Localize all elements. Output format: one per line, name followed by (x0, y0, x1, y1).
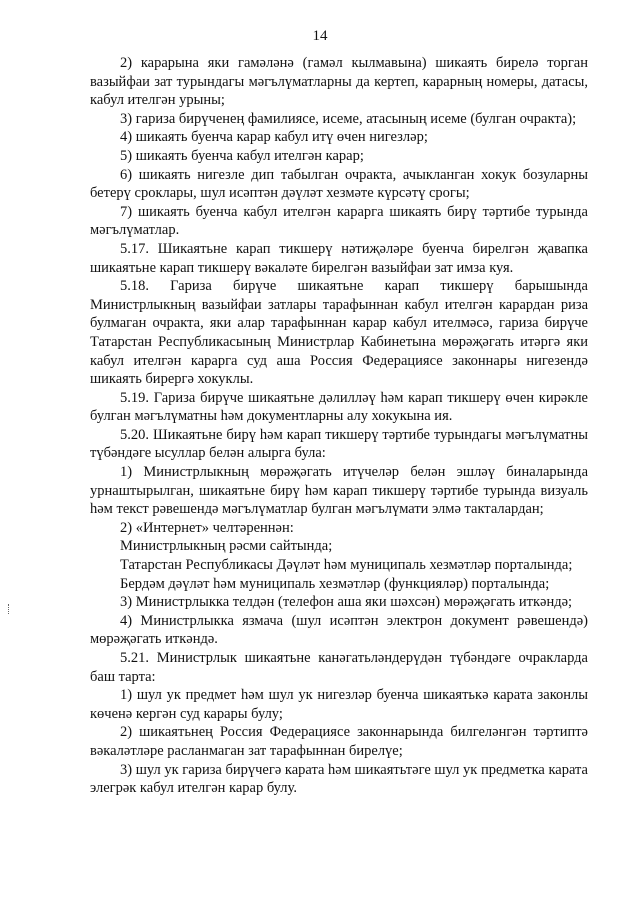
margin-scan-mark (8, 604, 11, 614)
paragraph-5-18: 5.18. Гариза бирүче шикаятьне карап тикшерү барышында Министрлыкның вазыйфаи затлары тарафыннан кабул ителгән карардан риза булмаган очракта, яки алар тарафыннан карар кабул ителмәсә, гариза бирүче Татарстан Республикасының Министрлар Кабинетына мөрәҗәгать итәргә яки кабул ителгән карарга суд аша Россия Федерациясе законнары нигезендә шикаять бирергә хокуклы. (90, 278, 588, 388)
page-number: 14 (312, 28, 328, 44)
paragraph: 3) шул ук гариза бирүчегә карата һәм шикаятьтәге шул ук предметка карата элегрәк кабул ителгән карар булу. (90, 761, 588, 797)
paragraph: Татарстан Республикасы Дәүләт һәм муниципаль хезмәтләр порталында; (120, 557, 573, 574)
paragraph-5-17: 5.17. Шикаятьне карап тикшерү нәтиҗәләре буенча бирелгән җавапка шикаятьне карап тикшерү вәкаләте бирелгән вазыйфаи зат имза куя. (90, 240, 588, 276)
paragraph: 5) шикаять буенча кабул ителгән карар; (120, 147, 364, 164)
paragraph: Министрлыкның рәсми сайтында; (120, 538, 333, 555)
paragraph-5-20: 5.20. Шикаятьне бирү һәм карап тикшерү тәртибе турындагы мәгълүматны түбәндәге ысуллар белән алырга була: (90, 426, 588, 462)
paragraph: 1) Министрлыкның мөрәҗәгать итүчеләр белән эшләү биналарында урнаштырылган, шикаятьне бирү һәм карап тикшерү тәртибе турында визуаль һәм текст рәвешендә мәгълүматлар булган мәгълүмати элмә такталардан; (90, 464, 588, 518)
paragraph: 6) шикаять нигезле дип табылган очракта, ачыкланган хокук бозуларны бетерү сроклары, шул исәптән дәүләт хезмәте күрсәтү срогы; (90, 166, 588, 202)
paragraph: 4) Министрлыкка язмача (шул исәптән электрон документ рәвешендә) мөрәҗәгать иткәндә. (90, 612, 588, 648)
paragraph: 4) шикаять буенча карар кабул итү өчен нигезләр; (120, 129, 428, 146)
paragraph: 7) шикаять буенча кабул ителгән карарга шикаять бирү тәртибе турында мәгълүматлар. (90, 203, 588, 239)
document-body (90, 54, 588, 798)
paragraph: 1) шул ук предмет һәм шул ук нигезләр буенча шикаятькә карата законлы көченә кергән суд карары булу; (90, 687, 588, 722)
paragraph: 2) шикаятьнең Россия Федерациясе законнарында билгеләнгән тәртиптә вәкаләтләре расланмаган зат тарафыннан бирелүе; (90, 724, 588, 759)
paragraph: Бердәм дәүләт һәм муниципаль хезмәтләр (функцияләр) порталында; (120, 575, 550, 592)
paragraph-5-19: 5.19. Гариза бирүче шикаятьне дәлилләү һәм карап тикшерү өчен кирәкле булган мәгълүматны һәм документларны алу хокукына ия. (90, 389, 588, 425)
paragraph-5-21: 5.21. Министрлык шикаятьне канәгатьләндерүдән түбәндәге очракларда баш тарта: (90, 650, 588, 685)
paragraph: 3) Министрлыкка телдән (телефон аша яки шәхсән) мөрәҗәгать иткәндә; (120, 594, 573, 611)
paragraph: 2) карарына яки гамәләнә (гамәл кылмавына) шикаять бирелә торган вазыйфаи зат турындагы мәгълүматларны да кертеп, карарның номеры, датасы, кабул ителгән урыны; (90, 55, 588, 109)
paragraph: 3) гариза бирүченең фамилиясе, исеме, атасының исеме (булган очракта); (120, 110, 577, 127)
paragraph: 2) «Интернет» челтәреннән: (120, 519, 294, 536)
